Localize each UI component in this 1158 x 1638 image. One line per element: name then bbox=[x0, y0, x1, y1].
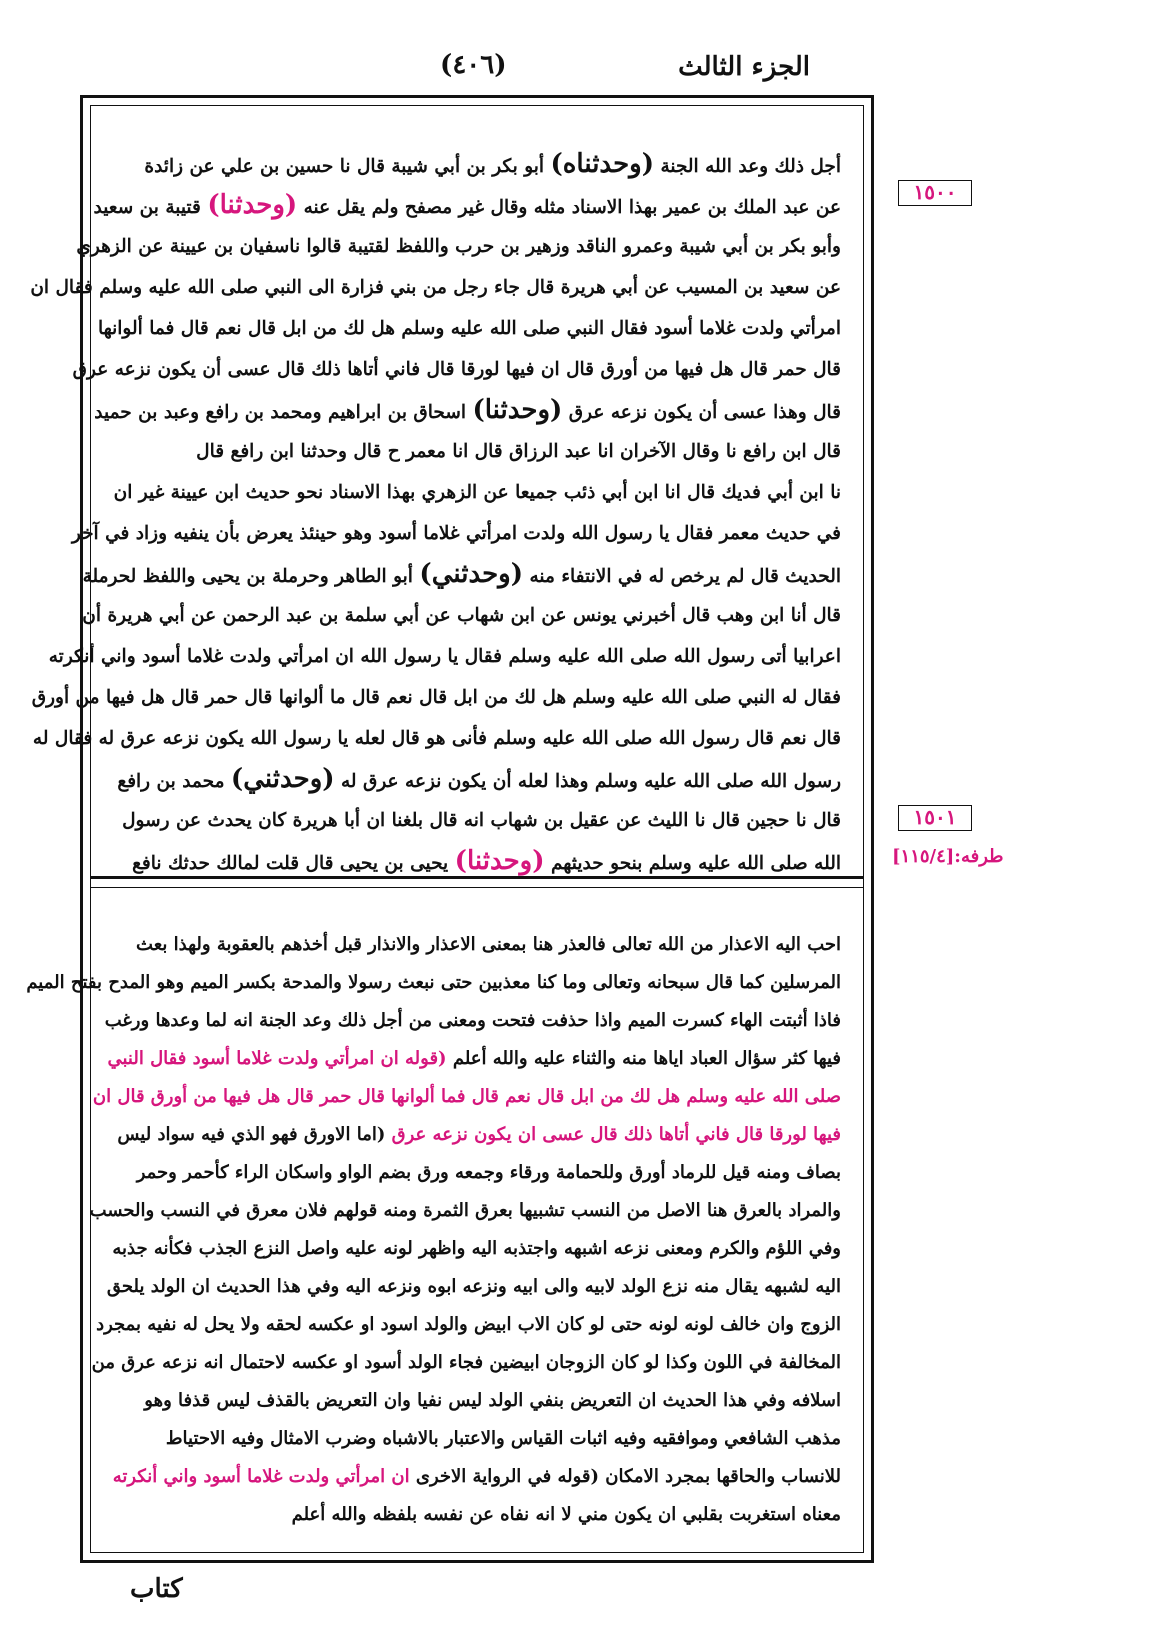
narration-label: (وحدثنا) bbox=[454, 846, 545, 876]
commentary-line bbox=[89, 1192, 841, 1230]
text-segment: والمراد بالعرق هنا الاصل من النسب تشبيها بعرق الثمرة ومنه قولهم فلان معرق في النسب والحسب bbox=[89, 1200, 841, 1221]
text-segment: محمد بن رافع bbox=[117, 771, 231, 792]
text-segment: اعرابيا أتى رسول الله صلى الله عليه وسلم فقال يا رسول الله ان امرأتي ولدت غلاما أسود واني أنكرته bbox=[48, 646, 841, 667]
text-segment: الزوج وان خالف لونه لونه حتى لو كان الاب ابيض والولد اسود او عكسه لحقه ولا يحل له نفيه بمجرد bbox=[96, 1314, 841, 1335]
hadith-line bbox=[93, 185, 841, 226]
commentary-line bbox=[113, 1496, 841, 1534]
narration-label: (وحدثني) bbox=[419, 559, 524, 589]
highlighted-text: صلى الله عليه وسلم هل لك من ابل قال نعم قال فما ألوانها قال حمر قال هل فيها من أورق قال ان bbox=[92, 1086, 841, 1107]
text-segment: فقال له النبي صلى الله عليه وسلم هل لك من ابل قال نعم قال ما ألوانها قال حمر قال هل فيها من أورق bbox=[31, 687, 841, 708]
text-segment: بصاف ومنه قيل للرماد أورق وللحمامة ورقاء وجمعه ورق بضم الواو واسكان الراء كأحمر وحمر bbox=[136, 1162, 841, 1183]
catchword: كتاب bbox=[130, 1574, 183, 1604]
hadith-line bbox=[82, 554, 841, 595]
text-segment: اليه لشبهه يقال منه نزع الولد لابيه والى ابيه ونزعه ابوه ونزعه اليه وفي هذا الحديث ان الولد يلحق bbox=[106, 1276, 841, 1297]
text-frame bbox=[26, 95, 874, 1563]
commentary-line bbox=[96, 1306, 841, 1344]
text-segment: وأبو بكر بن أبي شيبة وعمرو الناقد وزهير بن حرب واللفظ لقتيبة قالوا ناسفيان بن عيينة عن الزهري bbox=[76, 236, 841, 257]
commentary-line bbox=[104, 1002, 841, 1040]
commentary-line bbox=[113, 1382, 841, 1420]
commentary-line bbox=[113, 1116, 841, 1154]
hadith-line bbox=[71, 513, 841, 554]
hadith-line bbox=[94, 390, 841, 431]
panel-divider bbox=[91, 876, 863, 888]
hadith-line bbox=[76, 226, 841, 267]
hadith-line bbox=[113, 800, 841, 841]
text-segment: قال ابن رافع نا وقال الآخران انا عبد الرزاق قال انا معمر ح قال وحدثنا ابن رافع قال bbox=[196, 441, 841, 462]
commentary-line bbox=[113, 1420, 841, 1458]
commentary-line bbox=[106, 1268, 841, 1306]
text-segment: المخالفة في اللون وكذا لو كان الزوجان ابيضين فجاء الولد أسود او عكسه لاحتمال انه نزعه عرق من bbox=[91, 1352, 841, 1373]
text-segment: قال أنا ابن وهب قال أخبرني يونس عن ابن شهاب عن أبي سلمة بن عبد الرحمن عن أبي هريرة أن bbox=[82, 605, 841, 626]
text-segment: (اما الاورق فهو الذي فيه سواد ليس bbox=[117, 1124, 392, 1145]
narration-label: (وحدثنا) bbox=[472, 395, 563, 425]
narration-label: (وحدثنا) bbox=[207, 190, 298, 220]
hadith-line bbox=[31, 677, 841, 718]
hadith-text-panel bbox=[30, 144, 841, 876]
commentary-line bbox=[26, 964, 841, 1002]
text-segment: قال وهذا عسى أن يكون نزعه عرق bbox=[562, 402, 841, 423]
text-segment: يحيى بن يحيى قال قلت لمالك حدثك نافع bbox=[132, 853, 455, 874]
commentary-line bbox=[113, 1230, 841, 1268]
text-segment: قال نا حجين قال نا الليث عن عقيل بن شهاب انه قال بلغنا ان أبا هريرة كان يحدث عن رسول bbox=[122, 810, 841, 831]
highlighted-text: (قوله ان امرأتي ولدت غلاما أسود فقال النبي bbox=[107, 1048, 447, 1069]
commentary-line bbox=[107, 1040, 841, 1078]
text-segment: وفي اللؤم والكرم ومعنى نزعه اشبهه واجتذبه اليه واظهر لونه عليه واصل النزع الجذب فكأنه جذبه bbox=[112, 1238, 841, 1259]
text-segment: قال نعم قال رسول الله صلى الله عليه وسلم فأنى هو قال لعله يا رسول الله يكون نزعه عرق له فقال له bbox=[32, 728, 841, 749]
text-segment: فاذا أثبتت الهاء كسرت الميم واذا حذفت فتحت ومعنى من أجل ذلك وعد الجنة انه لما وعدها ورغب bbox=[104, 1010, 841, 1031]
hadith-line bbox=[48, 636, 841, 677]
text-segment: أبو الطاهر وحرملة بن يحيى واللفظ لحرملة bbox=[82, 566, 420, 587]
hadith-line bbox=[113, 431, 841, 472]
hadith-line bbox=[72, 349, 841, 390]
text-segment: في حديث معمر فقال يا رسول الله ولدت امرأتي غلاما أسود وهو حينئذ يعرض بأن ينفيه وزاد في آخر bbox=[71, 523, 841, 544]
text-segment: احب اليه الاعذار من الله تعالى فالعذر هنا بمعنى الاعذار والانذار قبل أخذهم بالعقوبة ولهذا بعث bbox=[136, 934, 841, 955]
narration-label: (وحدثني) bbox=[230, 764, 335, 794]
highlighted-text: ان امرأتي ولدت غلاما أسود واني أنكرته bbox=[112, 1466, 410, 1487]
text-segment: أبو بكر بن أبي شيبة قال نا حسين بن علي عن زائدة bbox=[144, 156, 551, 177]
hadith-number-1500: ١٥٠٠ bbox=[898, 180, 972, 206]
text-segment: اسحاق بن ابراهيم ومحمد بن رافع وعبد بن حميد bbox=[94, 402, 473, 423]
hadith-cross-reference: طرفه:[١١٥/٤] bbox=[892, 846, 1004, 867]
hadith-line bbox=[32, 718, 841, 759]
hadith-line bbox=[82, 595, 841, 636]
text-segment: عن عبد الملك بن عمير بهذا الاسناد مثله وقال غير مصفح ولم يقل عنه bbox=[297, 197, 841, 218]
text-segment: قتيبة بن سعيد bbox=[93, 197, 208, 218]
text-segment: المرسلين كما قال سبحانه وتعالى وما كنا معذبين حتى نبعث رسولا والمدحة بكسر الميم وهو المدح بفتح الميم bbox=[26, 972, 841, 993]
text-segment: الحديث قال لم يرخص له في الانتفاء منه bbox=[523, 566, 841, 587]
text-segment: قال حمر قال هل فيها من أورق قال ان فيها لورقا قال فاني أتاها ذلك قال عسى أن يكون نزعه عرق bbox=[72, 359, 841, 380]
commentary-line bbox=[113, 1458, 841, 1496]
narration-label: (وحدثناه) bbox=[550, 149, 655, 179]
commentary-line bbox=[113, 926, 841, 964]
text-segment: امرأتي ولدت غلاما أسود فقال النبي صلى الله عليه وسلم هل لك من ابل قال نعم قال فما ألوانها bbox=[97, 318, 841, 339]
text-segment: معناه استغربت بقلبي ان يكون مني لا انه نفاه عن نفسه بلفظه والله أعلم bbox=[291, 1504, 841, 1525]
text-segment: مذهب الشافعي وموافقيه وفيه اثبات القياس والاعتبار بالاشباه وضرب الامثال وفيه الاحتياط bbox=[165, 1428, 841, 1449]
text-segment: نا ابن أبي فديك قال انا ابن أبي ذئب جميعا عن الزهري بهذا الاسناد نحو حديث ابن عيينة غير ان bbox=[113, 482, 841, 503]
text-segment: عن سعيد بن المسيب عن أبي هريرة قال جاء رجل من بني فزارة الى النبي صلى الله عليه وسلم فقال ان bbox=[30, 277, 841, 298]
text-segment: الله صلى الله عليه وسلم بنحو حديثهم bbox=[544, 853, 841, 874]
hadith-line bbox=[97, 308, 841, 349]
highlighted-text: فيها لورقا قال فاني أتاها ذلك قال عسى ان يكون نزعه عرق bbox=[391, 1124, 841, 1145]
commentary-line bbox=[91, 1344, 841, 1382]
text-segment: اسلافه وفي هذا الحديث ان التعريض بنفي الولد ليس نفيا وان التعريض بالقذف ليس قذفا وهو bbox=[144, 1390, 841, 1411]
text-segment: للانساب والحاقها بمجرد الامكان (قوله في الرواية الاخرى bbox=[409, 1466, 841, 1487]
commentary-line bbox=[92, 1078, 841, 1116]
text-segment: فيها كثر سؤال العباد اياها منه والثناء عليه والله أعلم bbox=[446, 1048, 841, 1069]
text-segment: رسول الله صلى الله عليه وسلم وهذا لعله أن يكون نزعه عرق له bbox=[334, 771, 841, 792]
text-frame-inner bbox=[26, 105, 864, 1553]
part-title: الجزء الثالث bbox=[678, 52, 810, 82]
hadith-number-1501: ١٥٠١ bbox=[898, 805, 972, 831]
text-segment: أجل ذلك وعد الله الجنة bbox=[654, 156, 841, 177]
hadith-line bbox=[113, 472, 841, 513]
hadith-line bbox=[30, 267, 841, 308]
commentary-line bbox=[113, 1154, 841, 1192]
commentary-panel bbox=[26, 926, 841, 1556]
hadith-line bbox=[113, 759, 841, 800]
hadith-line bbox=[113, 144, 841, 185]
page-number: (٤٠٦) bbox=[440, 50, 507, 80]
